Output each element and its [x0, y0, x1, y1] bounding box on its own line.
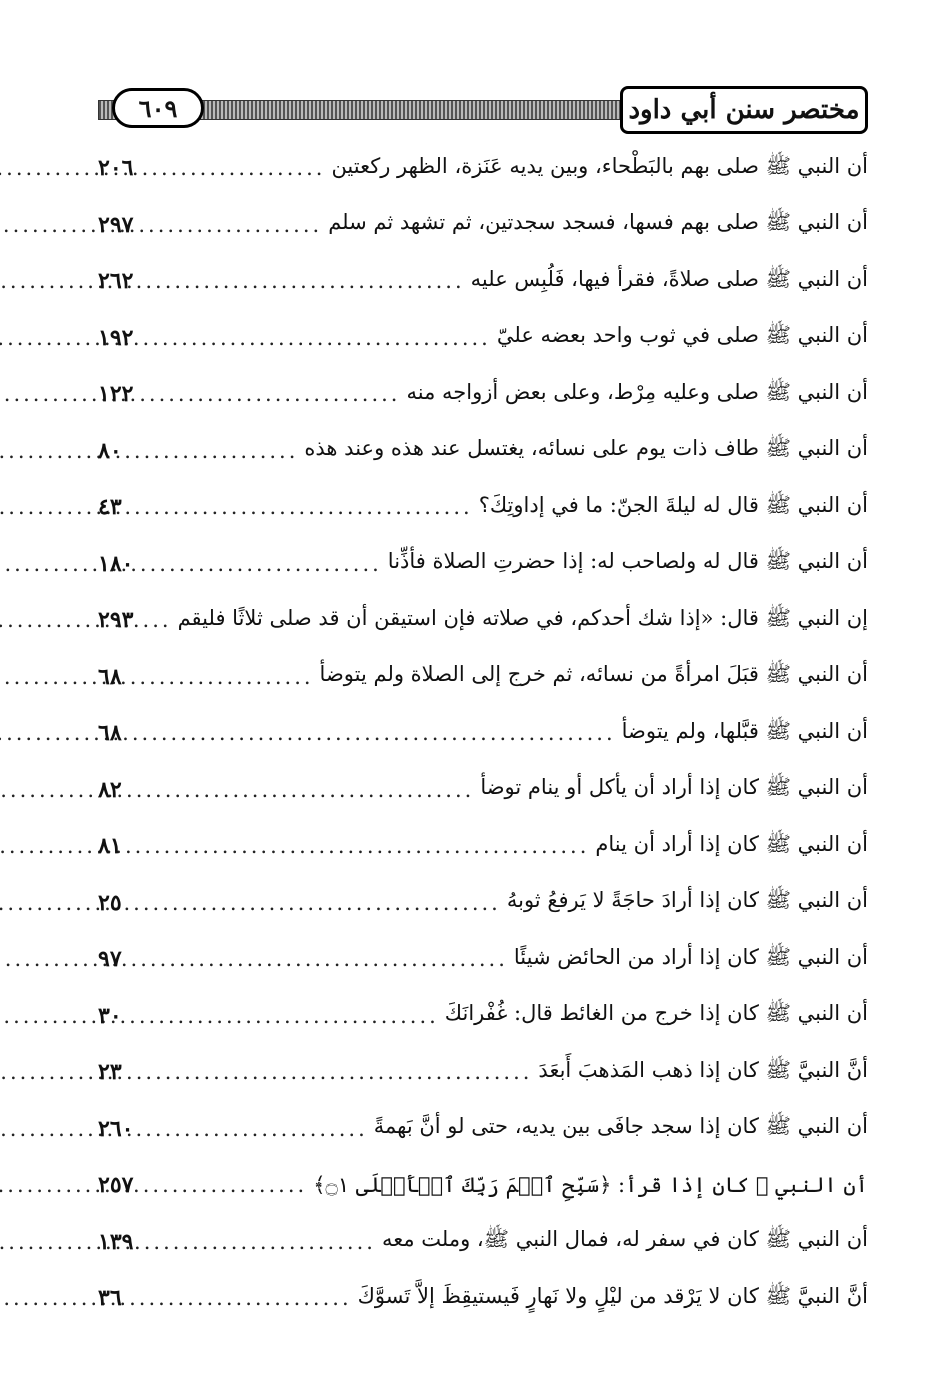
index-entry: [98, 1214, 868, 1271]
entry-page-number: ١٣٩: [98, 1228, 134, 1255]
leader-dots: [128, 1286, 352, 1310]
index-entry: [98, 253, 868, 310]
entry-text: أن النبي ﷺ طاف ذات يوم على نسائه، يغتسل عند هذه وعند هذه: [304, 436, 868, 461]
leader-dots: [139, 552, 381, 576]
leader-dots: [139, 1173, 307, 1197]
index-entry: [98, 1157, 868, 1214]
leader-dots: [128, 947, 508, 971]
leader-dots: [139, 213, 322, 237]
index-entry: [98, 705, 868, 762]
entry-text: أن النبي ﷺ صلى صلاةً، فقرأ فيها، فَلُبِس عليه: [470, 266, 868, 291]
page-header: [98, 86, 868, 134]
entry-text: أن النبي ﷺ كان إذا أراد من الحائض شيئًا: [513, 944, 868, 969]
leader-dots: [139, 1230, 375, 1254]
index-entry: [98, 931, 868, 988]
leader-dots: [128, 778, 475, 802]
page-number: ٦٠٩: [112, 88, 204, 128]
index-entry: [98, 423, 868, 480]
leader-dots: [128, 439, 299, 463]
index-entry: [98, 592, 868, 649]
leader-dots: [139, 608, 171, 632]
entry-text: أن النبي ﷺ قال له ليلةَ الجنّ: ما في إداوتِكَ؟: [478, 492, 868, 517]
entry-text: أن النبي ﷺ كان إذا أرادَ حاجَةً لا يَرفعُ ثوبهُ: [506, 888, 868, 913]
entry-text: أنَّ النبيَّ ﷺ كان إذا ذهب المَذهبَ أَبعَدَ: [538, 1057, 868, 1082]
leader-dots: [139, 1117, 367, 1141]
entry-text: أن النبي ﷺ قبَلَ امرأةً من نسائه، ثم خرج إلى الصلاة ولم يتوضأ: [319, 662, 868, 687]
entry-text: أن النبي ﷺ كان إذا سجد جافَى بين يديه، حتى لو أنَّ بَهمةً: [373, 1114, 868, 1139]
index-list: [98, 140, 868, 1327]
leader-dots: [139, 382, 400, 406]
index-entry: [98, 479, 868, 536]
entry-page-number: ٢٦٢: [98, 268, 134, 295]
entry-page-number: ٢٠٦: [98, 155, 134, 182]
entry-text: أن النبي ﷺ صلى في ثوب واحد بعضه عليّ: [496, 323, 868, 348]
entry-text: أن النبي ﷺ كان في سفر له، فمال النبي ﷺ، وملت معه: [381, 1227, 868, 1252]
entry-page-number: ٨١: [98, 833, 122, 860]
entry-text: أن النبي ﷺ كان إذا قرأ: ﴿سَبِّحِ ٱسۡمَ رَبِّكَ ٱلۡأَعۡلَى ۝١﴾: [313, 1173, 868, 1198]
index-entry: [98, 649, 868, 706]
entry-page-number: ٢٥٧: [98, 1172, 134, 1199]
index-entry: [98, 366, 868, 423]
leader-dots: [128, 834, 590, 858]
entry-page-number: ٢٣: [98, 1059, 122, 1086]
leader-dots: [128, 721, 616, 745]
entry-text: أن النبي ﷺ صلى بهم بالبَطْحاء، وبين يديه عَنَزة، الظهر ركعتين: [331, 153, 868, 178]
entry-page-number: ٨٠: [98, 437, 122, 464]
leader-dots: [128, 1004, 439, 1028]
entry-text: أن النبي ﷺ كان إذا خرج من الغائط قال: غُفْرانَكَ: [444, 1001, 868, 1026]
index-entry: [98, 140, 868, 197]
entry-page-number: ٦٨: [98, 663, 122, 690]
leader-dots: [128, 1060, 533, 1084]
entry-page-number: ٩٧: [98, 946, 122, 973]
entry-page-number: ٢٩٧: [98, 211, 134, 238]
index-entry: [98, 1101, 868, 1158]
entry-page-number: ٦٨: [98, 720, 122, 747]
index-entry: [98, 197, 868, 254]
entry-page-number: ١٢٢: [98, 381, 134, 408]
leader-dots: [128, 495, 473, 519]
leader-dots: [139, 156, 325, 180]
leader-dots: [128, 665, 314, 689]
entry-text: أن النبي ﷺ صلى وعليه مِرْط، وعلى بعض أزواجه منه: [406, 379, 868, 404]
entry-page-number: ٨٢: [98, 776, 122, 803]
leader-dots: [128, 891, 501, 915]
entry-page-number: ١٩٢: [98, 324, 134, 351]
entry-text: إن النبي ﷺ قال: «إذا شك أحدكم، في صلاته فإن استيقن أن قد صلى ثلاثًا فليقم: [177, 605, 868, 630]
entry-text: أن النبي ﷺ قال له ولصاحب له: إذا حضرتِ الصلاة فأذِّنا: [387, 549, 868, 574]
index-entry: [98, 310, 868, 367]
entry-page-number: ٣٦: [98, 1285, 122, 1312]
entry-text: أن النبي ﷺ قبَّلها، ولم يتوضأ: [621, 718, 868, 743]
index-entry: [98, 762, 868, 819]
entry-page-number: ٣٠: [98, 1002, 122, 1029]
entry-page-number: ١٨٠: [98, 550, 134, 577]
entry-page-number: ٢٥: [98, 889, 122, 916]
entry-text: أنَّ النبيَّ ﷺ كان لا يَرْقد من ليْلٍ ولا نَهارٍ فَيستيقِظَ إلاَّ تَسوَّكَ: [357, 1283, 868, 1308]
index-entry: [98, 818, 868, 875]
index-entry: [98, 1270, 868, 1327]
entry-text: أن النبي ﷺ كان إذا أراد أن ينام: [595, 831, 868, 856]
index-entry: [98, 1044, 868, 1101]
entry-text: أن النبي ﷺ كان إذا أراد أن يأكل أو ينام توضأ: [480, 775, 868, 800]
entry-page-number: ٢٩٣: [98, 607, 134, 634]
entry-page-number: ٢٦٠: [98, 1115, 134, 1142]
leader-dots: [139, 326, 490, 350]
index-entry: [98, 536, 868, 593]
leader-dots: [139, 269, 464, 293]
index-entry: [98, 988, 868, 1045]
index-entry: [98, 875, 868, 932]
entry-text: أن النبي ﷺ صلى بهم فسها، فسجد سجدتين، ثم تشهد ثم سلم: [328, 210, 868, 235]
book-title: مختصر سنن أبي داود: [620, 86, 868, 134]
entry-page-number: ٤٣: [98, 494, 122, 521]
